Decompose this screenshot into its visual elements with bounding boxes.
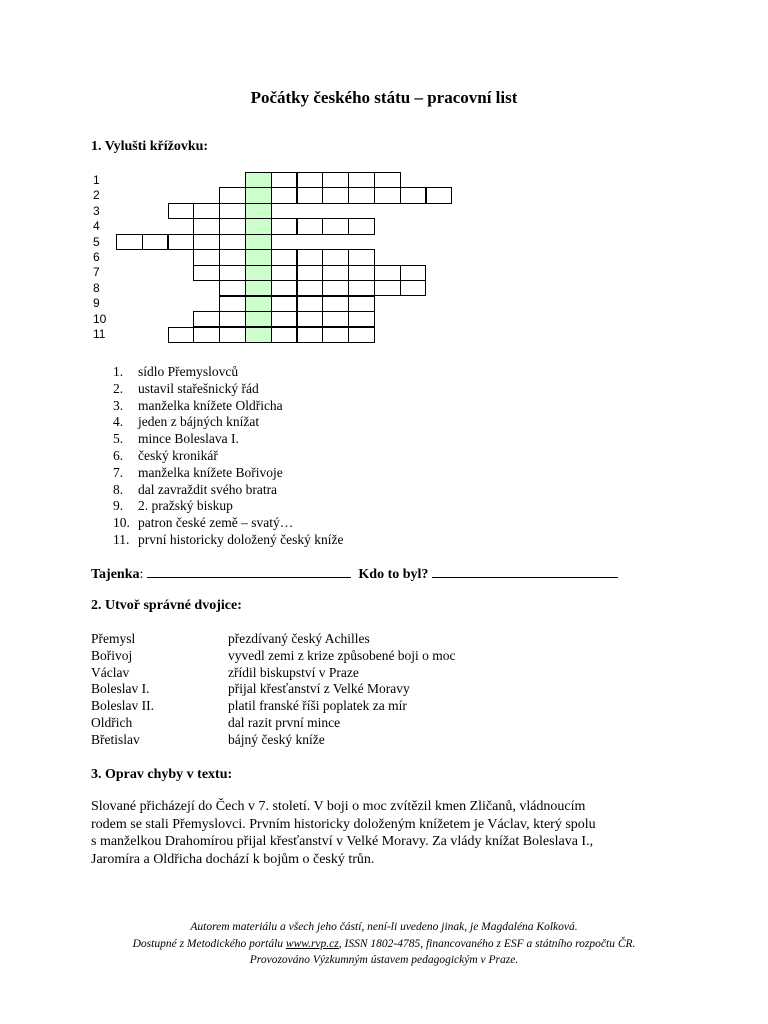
rvp-link[interactable]: www.rvp.cz xyxy=(285,937,339,950)
crossword-cell[interactable] xyxy=(271,327,298,343)
crossword-cell[interactable] xyxy=(271,280,298,296)
crossword-cell[interactable] xyxy=(219,296,246,312)
tajenka-line xyxy=(91,565,618,583)
tajenka-label: Tajenka xyxy=(91,567,140,582)
crossword-cell[interactable] xyxy=(219,234,246,250)
paragraph-line: Jaromíra a Oldřicha dochází k bojům o český trůn. xyxy=(91,851,375,867)
crossword-cell[interactable] xyxy=(168,203,195,219)
clue-text: manželka knížete Oldřicha xyxy=(138,397,283,413)
crossword-cell[interactable] xyxy=(297,280,324,296)
crossword-grid xyxy=(0,0,768,400)
crossword-cell[interactable] xyxy=(219,203,246,219)
crossword-key-cell[interactable] xyxy=(245,296,272,312)
pair-description: vyvedl zemi z krize způsobené boji o moc xyxy=(228,647,456,663)
error-text-paragraph xyxy=(91,798,671,868)
pair-description: přijal křesťanství z Velké Moravy xyxy=(228,681,410,697)
pair-description: platil franské říši poplatek za mír xyxy=(228,698,407,714)
row-number: 6 xyxy=(93,250,100,264)
crossword-cell[interactable] xyxy=(348,218,375,234)
footer-operator: Provozováno Výzkumným ústavem pedagogickým v Praze. xyxy=(249,954,519,966)
tajenka-blank[interactable] xyxy=(147,565,351,578)
row-number: 3 xyxy=(93,203,100,218)
clue-item xyxy=(113,482,343,499)
crossword-cell[interactable] xyxy=(219,218,246,234)
crossword-cell[interactable] xyxy=(348,265,375,281)
section1-heading: 1. Vylušti křížovku: xyxy=(91,139,209,154)
crossword-cell[interactable] xyxy=(374,172,401,188)
crossword-key-cell[interactable] xyxy=(245,218,272,234)
clue-item xyxy=(113,465,343,482)
crossword-cell[interactable] xyxy=(271,218,298,234)
row-number: 10 xyxy=(93,311,107,326)
crossword-cell[interactable] xyxy=(297,265,324,281)
crossword-cell[interactable] xyxy=(400,280,427,296)
clue-number: 1. xyxy=(113,364,124,379)
crossword-key-cell[interactable] xyxy=(245,172,272,188)
crossword-cell[interactable] xyxy=(193,234,220,250)
clue-item xyxy=(113,515,343,532)
footer-source xyxy=(0,936,768,953)
answer-blank[interactable] xyxy=(432,565,618,578)
crossword-cell[interactable] xyxy=(193,203,220,219)
crossword-cell[interactable] xyxy=(297,187,324,203)
crossword-cell[interactable] xyxy=(400,265,427,281)
crossword-cell[interactable] xyxy=(348,187,375,203)
crossword-cell[interactable] xyxy=(322,172,349,188)
crossword-cell[interactable] xyxy=(297,218,324,234)
crossword-key-cell[interactable] xyxy=(245,234,272,250)
clue-text: jeden z bájných knížat xyxy=(138,414,260,430)
crossword-cell[interactable] xyxy=(322,296,349,312)
pair-person: Boleslav II. xyxy=(91,698,154,714)
pair-person: Bořivoj xyxy=(91,647,133,663)
crossword-cell[interactable] xyxy=(219,327,246,343)
pair-person: Oldřich xyxy=(91,714,133,730)
crossword-cell[interactable] xyxy=(193,311,220,327)
footer-source-pre: Dostupné z Metodického portálu xyxy=(132,937,286,950)
crossword-cell[interactable] xyxy=(219,280,246,296)
page-title: Počátky českého státu – pracovní list xyxy=(250,88,518,107)
row-number: 7 xyxy=(93,265,100,280)
pair-description: přezdívaný český Achilles xyxy=(228,631,370,646)
tajenka-colon: : xyxy=(139,567,144,582)
crossword-cell[interactable] xyxy=(271,296,298,312)
clue-item xyxy=(113,414,343,431)
clue-number: 3. xyxy=(113,397,124,413)
footer-source-post: , ISSN 1802-4785, financovaného z ESF a státního rozpočtu ČR. xyxy=(338,937,636,950)
row-number: 5 xyxy=(93,234,100,249)
clue-item xyxy=(113,364,343,381)
crossword-cell[interactable] xyxy=(271,172,298,188)
crossword-cell[interactable] xyxy=(297,311,324,327)
section2-heading: 2. Utvoř správné dvojice: xyxy=(91,598,242,613)
crossword-cell[interactable] xyxy=(193,249,220,265)
crossword-cell[interactable] xyxy=(219,311,246,327)
clue-item xyxy=(113,532,343,549)
row-number: 9 xyxy=(93,296,100,311)
clue-text: mince Boleslava I. xyxy=(138,431,239,447)
crossword-key-cell[interactable] xyxy=(245,187,272,203)
clue-item xyxy=(113,448,343,465)
crossword-cell[interactable] xyxy=(219,187,246,203)
crossword-cell[interactable] xyxy=(348,327,375,343)
crossword-cell[interactable] xyxy=(348,249,375,265)
paragraph-line: rodem se stali Přemyslovci. Prvním historicky doloženým knížetem je Václav, který spolu xyxy=(91,816,596,832)
clue-item xyxy=(113,431,343,448)
crossword-cell[interactable] xyxy=(322,280,349,296)
crossword-cell[interactable] xyxy=(348,172,375,188)
crossword-cell[interactable] xyxy=(193,265,220,281)
crossword-cell[interactable] xyxy=(116,234,143,250)
pair-description: bájný český kníže xyxy=(228,731,325,747)
clue-number: 2. xyxy=(113,380,124,396)
crossword-cell[interactable] xyxy=(271,249,298,265)
crossword-key-cell[interactable] xyxy=(245,249,272,265)
section3-heading: 3. Oprav chyby v textu: xyxy=(91,767,233,782)
clue-item xyxy=(113,381,343,398)
crossword-cell[interactable] xyxy=(297,327,324,343)
crossword-cell[interactable] xyxy=(322,265,349,281)
crossword-cell[interactable] xyxy=(348,311,375,327)
footer xyxy=(0,919,768,969)
crossword-cell[interactable] xyxy=(219,265,246,281)
clue-text: český kronikář xyxy=(138,447,218,463)
row-number: 1 xyxy=(93,173,100,187)
pair-person: Přemysl xyxy=(91,631,136,646)
crossword-cell[interactable] xyxy=(142,234,169,250)
crossword-cell[interactable] xyxy=(374,187,401,203)
crossword-cell[interactable] xyxy=(322,327,349,343)
pair-description: dal razit první mince xyxy=(228,714,341,730)
clue-text: 2. pražský biskup xyxy=(138,498,233,514)
footer-author: Autorem materiálu a všech jeho částí, není-li uvedeno jinak, je Magdaléna Kolková. xyxy=(190,921,578,933)
clue-number: 5. xyxy=(113,431,124,447)
crossword-cell[interactable] xyxy=(168,327,195,343)
paragraph-line: s manželkou Drahomírou přijal křesťanství v Velké Moravy. Za vlády knížat Boleslava I., xyxy=(91,834,594,849)
clue-number: 7. xyxy=(113,464,124,480)
clue-number: 4. xyxy=(113,414,124,430)
clue-number: 10. xyxy=(113,515,130,531)
pair-person: Boleslav I. xyxy=(91,681,150,697)
crossword-cell[interactable] xyxy=(168,234,195,250)
crossword-cell[interactable] xyxy=(193,327,220,343)
crossword-cell[interactable] xyxy=(322,187,349,203)
crossword-key-cell[interactable] xyxy=(245,327,272,343)
question-label: Kdo to byl? xyxy=(358,567,429,582)
pair-person: Břetislav xyxy=(91,731,140,747)
clue-number: 8. xyxy=(113,481,124,497)
crossword-cell[interactable] xyxy=(219,249,246,265)
crossword-cell[interactable] xyxy=(297,249,324,265)
clue-item xyxy=(113,398,343,415)
pair-description: zřídil biskupství v Praze xyxy=(228,664,359,680)
clue-text: manželka knížete Bořivoje xyxy=(138,464,283,480)
clue-text: první historicky doložený český kníže xyxy=(138,531,344,547)
clue-text: sídlo Přemyslovců xyxy=(138,364,239,379)
crossword-cell[interactable] xyxy=(322,311,349,327)
clue-number: 11. xyxy=(113,531,130,547)
crossword-cell[interactable] xyxy=(271,265,298,281)
crossword-cell[interactable] xyxy=(348,280,375,296)
crossword-cell[interactable] xyxy=(271,187,298,203)
crossword-key-cell[interactable] xyxy=(245,203,272,219)
clue-list xyxy=(113,364,343,549)
crossword-cell[interactable] xyxy=(374,280,401,296)
crossword-cell[interactable] xyxy=(271,311,298,327)
crossword-cell[interactable] xyxy=(348,296,375,312)
clue-number: 6. xyxy=(113,447,124,463)
clue-text: patron české země – svatý… xyxy=(138,515,294,531)
row-number: 4 xyxy=(93,219,100,234)
crossword-cell[interactable] xyxy=(193,218,220,234)
paragraph-line: Slované přicházejí do Čech v 7. století. V boji o moc zvítězil kmen Zličanů, vládnoucím xyxy=(91,799,586,814)
crossword-key-cell[interactable] xyxy=(245,265,272,281)
crossword-cell[interactable] xyxy=(322,218,349,234)
row-number: 11 xyxy=(93,327,106,341)
crossword-key-cell[interactable] xyxy=(245,280,272,296)
clue-text: dal zavraždit svého bratra xyxy=(138,481,278,497)
clue-number: 9. xyxy=(113,498,124,514)
crossword-cell[interactable] xyxy=(374,265,401,281)
crossword-cell[interactable] xyxy=(322,249,349,265)
row-number: 2 xyxy=(93,188,100,203)
clue-item xyxy=(113,498,343,515)
pair-person: Václav xyxy=(91,664,130,680)
crossword-cell[interactable] xyxy=(297,172,324,188)
crossword-cell[interactable] xyxy=(426,187,453,203)
crossword-cell[interactable] xyxy=(400,187,427,203)
row-number: 8 xyxy=(93,280,100,295)
crossword-key-cell[interactable] xyxy=(245,311,272,327)
clue-text: ustavil stařešnický řád xyxy=(138,380,259,396)
crossword-cell[interactable] xyxy=(297,296,324,312)
